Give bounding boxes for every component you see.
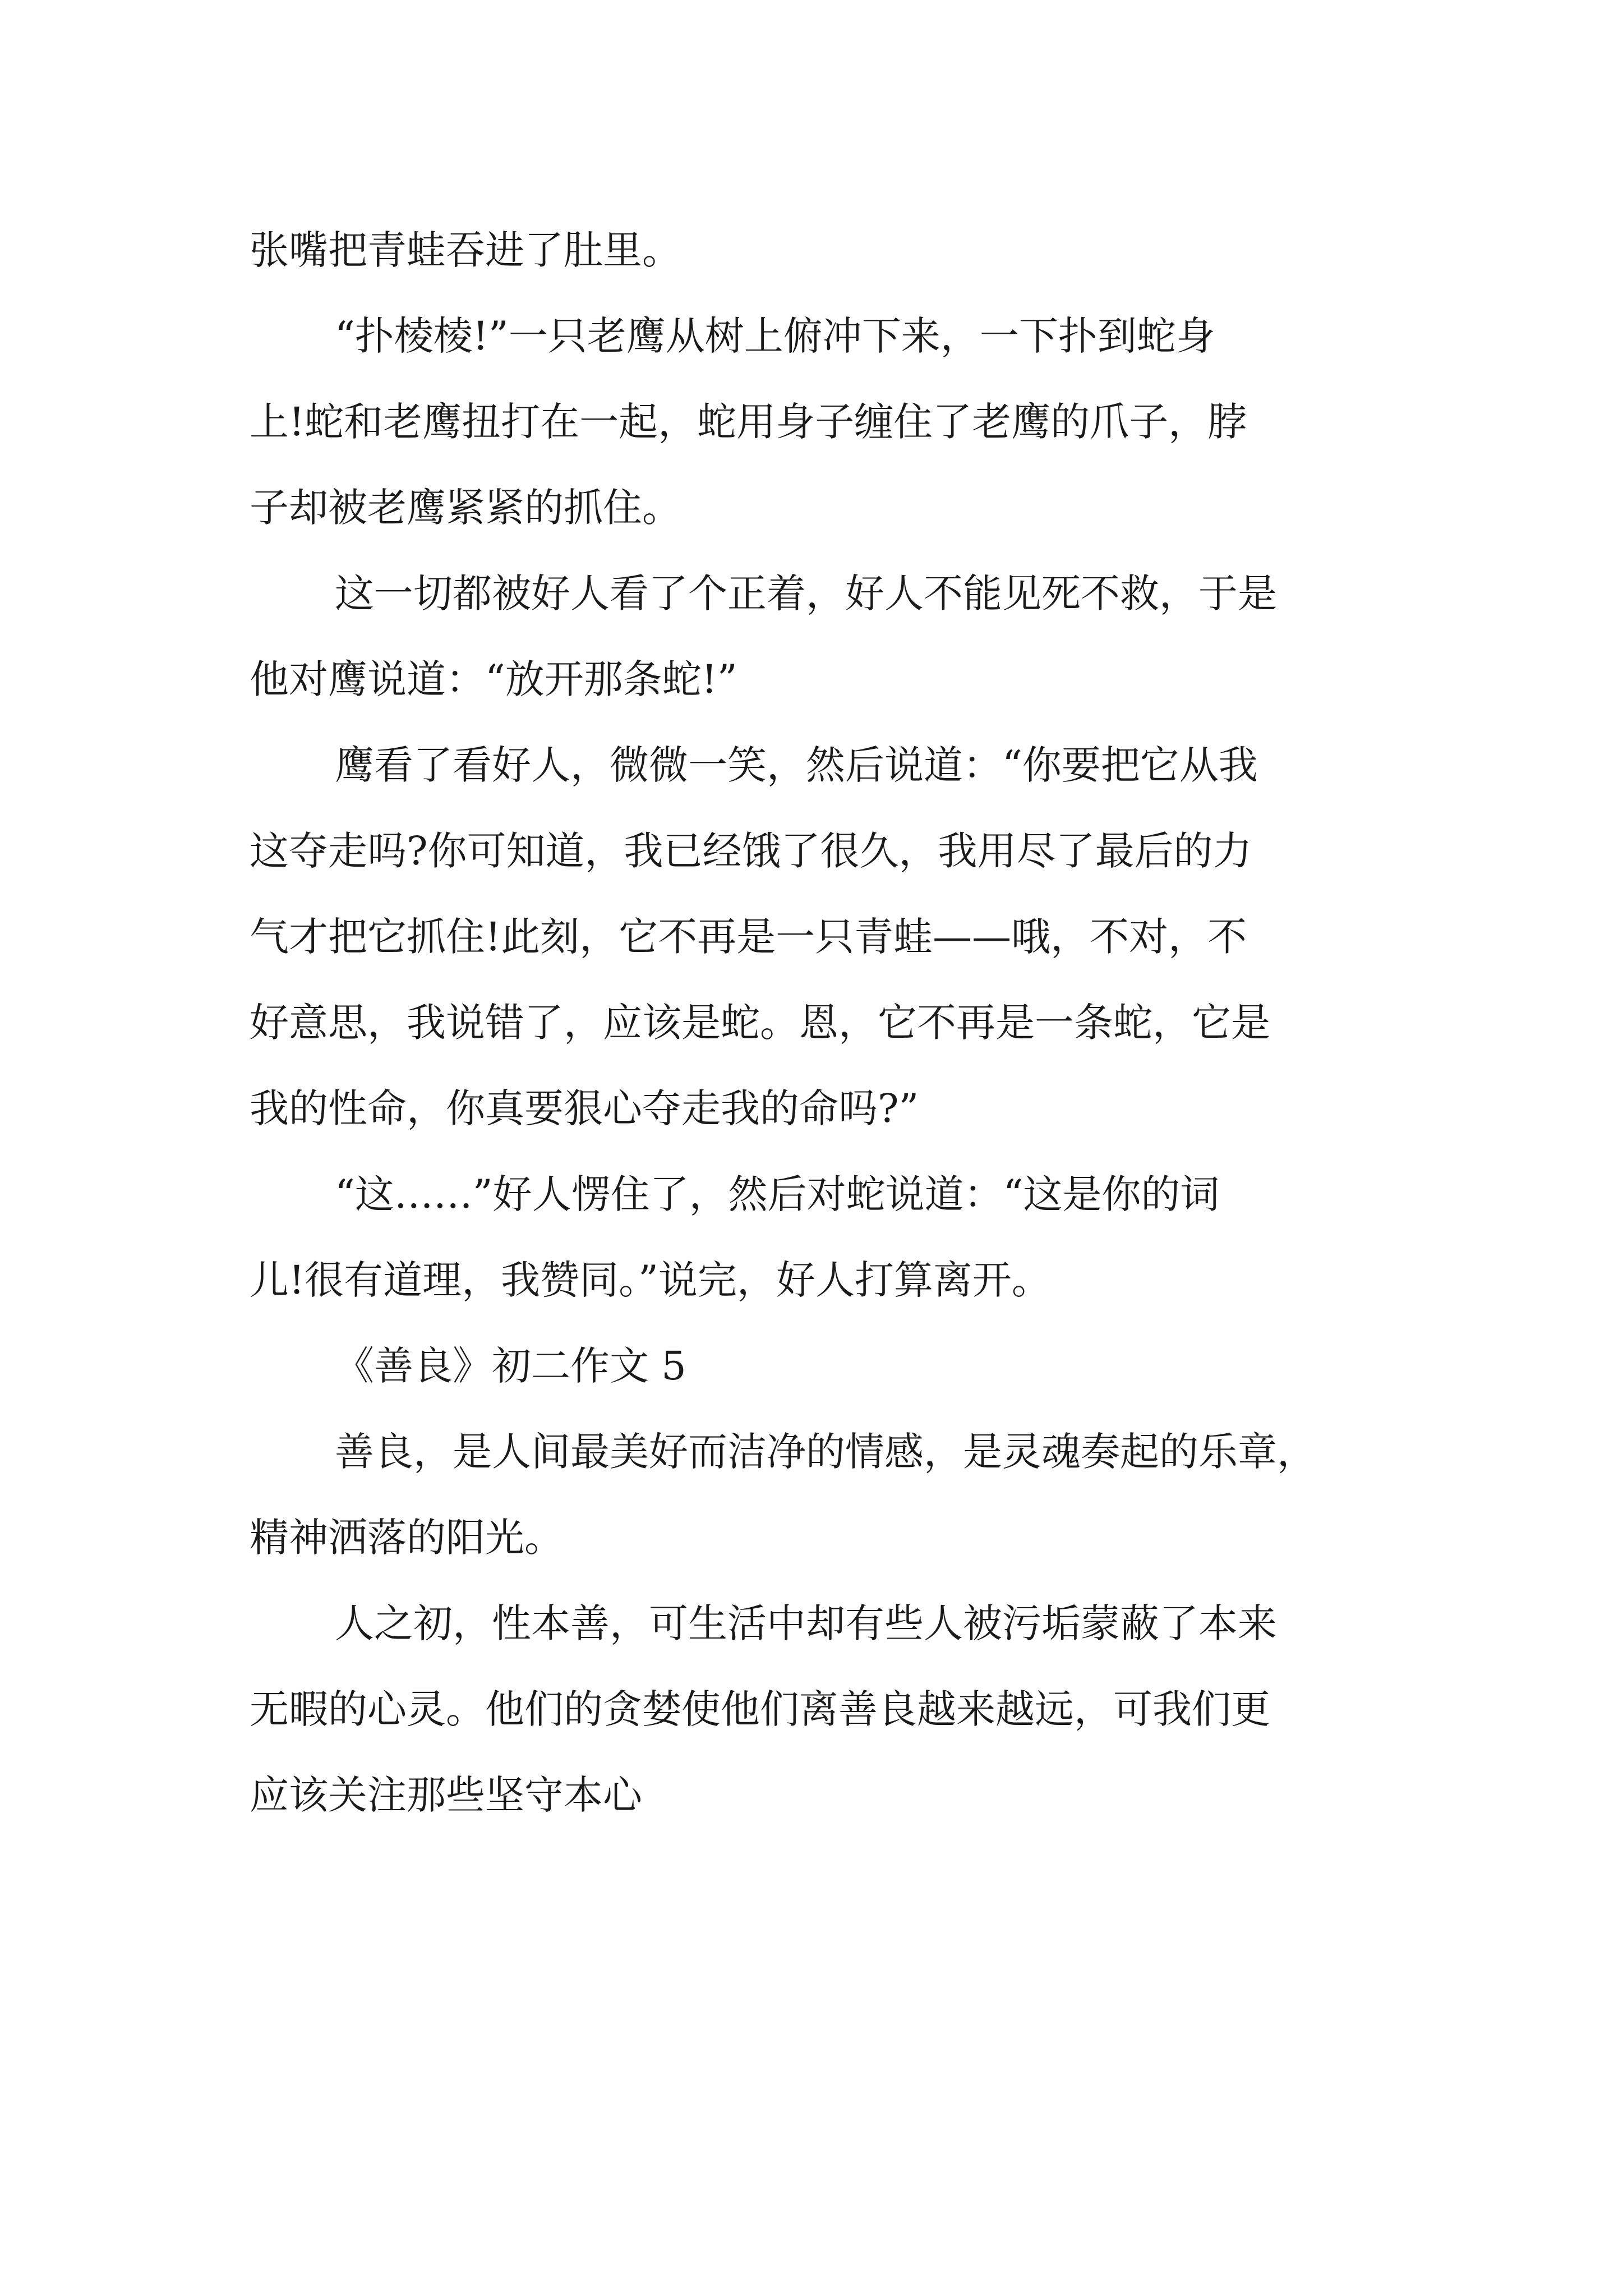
text-line: 气才把它抓住!此刻，它不再是一只青蛙——哦，不对，不	[250, 914, 1247, 960]
text-line: 张嘴把青蛙吞进了肚里。	[250, 227, 681, 273]
text-line: “这……”好人愣住了，然后对蛇说道：“这是你的词	[335, 1171, 1220, 1217]
text-line: 这夺走吗?你可知道，我已经饿了很久，我用尽了最后的力	[250, 828, 1252, 874]
document-body	[250, 208, 1382, 1838]
text-line: 上!蛇和老鹰扭打在一起，蛇用身子缠住了老鹰的爪子，脖	[250, 399, 1247, 445]
text-line: 善良，是人间最美好而洁净的情感，是灵魂奏起的乐章，	[335, 1429, 1316, 1475]
text-line: 应该关注那些坚守本心	[250, 1772, 642, 1818]
text-line: 我的性命，你真要狠心夺走我的命吗?”	[250, 1085, 919, 1131]
text-line: 人之初，性本善，可生活中却有些人被污垢蒙蔽了本来	[335, 1600, 1277, 1646]
section-heading: 《善良》初二作文 5	[335, 1343, 686, 1389]
text-line: 鹰看了看好人，微微一笑，然后说道：“你要把它从我	[335, 742, 1258, 788]
text-line: 无暇的心灵。他们的贪婪使他们离善良越来越远，可我们更	[250, 1686, 1270, 1732]
text-line: “扑棱棱!”一只老鹰从树上俯冲下来，一下扑到蛇身	[335, 313, 1215, 359]
text-line: 好意思，我说错了，应该是蛇。恩，它不再是一条蛇，它是	[250, 1000, 1270, 1046]
text-line: 儿!很有道理，我赞同。”说完，好人打算离开。	[250, 1257, 1051, 1303]
text-line: 这一切都被好人看了个正着，好人不能见死不救，于是	[335, 570, 1277, 616]
text-line: 子却被老鹰紧紧的抓住。	[250, 485, 681, 531]
text-line: 精神洒落的阳光。	[250, 1515, 564, 1561]
text-line: 他对鹰说道：“放开那条蛇!”	[250, 656, 737, 702]
